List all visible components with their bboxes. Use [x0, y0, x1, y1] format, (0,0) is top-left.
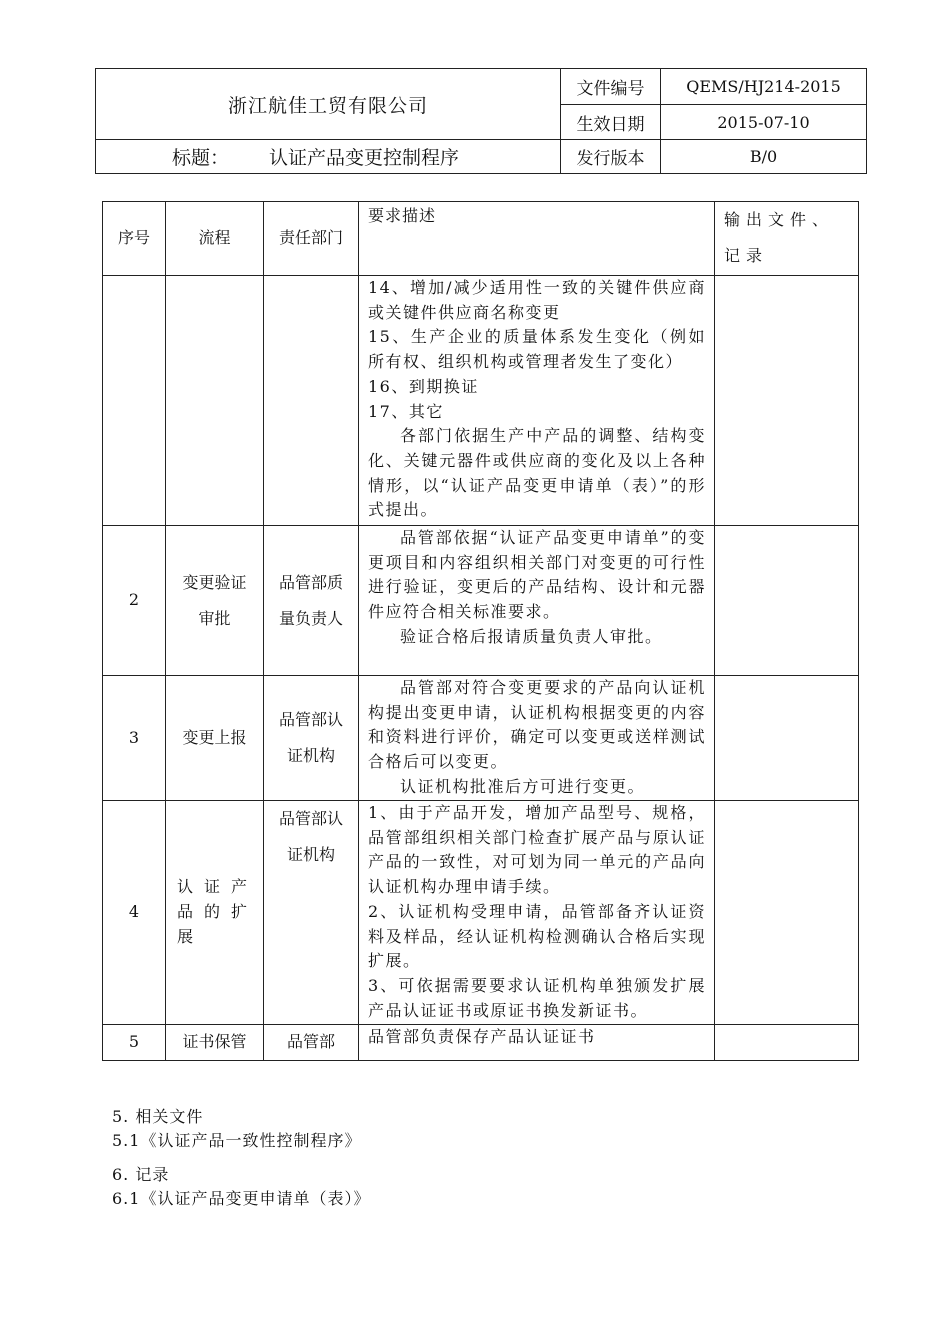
- col-header-desc: 要求描述: [359, 202, 715, 276]
- row-no: 2: [103, 526, 166, 676]
- col-header-output: 输出文件、记录: [715, 202, 859, 276]
- desc-line: 15、生产企业的质量体系发生变化（例如所有权、组织机构或管理者发生了变化）: [368, 327, 706, 372]
- table-row: [103, 801, 859, 1025]
- effective-date-label: 生效日期: [561, 105, 661, 140]
- desc-line: 17、其它: [368, 401, 444, 421]
- version-value: B/0: [661, 140, 867, 174]
- title-label: 标题：: [172, 147, 230, 169]
- row-dept: [264, 276, 359, 526]
- desc-line: 品管部对符合变更要求的产品向认证机构提出变更申请，认证机构根据变更的内容和资料进行评价，确定可以变更或送样测试合格后可以变更。: [368, 678, 706, 772]
- row-no: [103, 276, 166, 526]
- row-dept: 品管部: [264, 1025, 359, 1061]
- row-no: 3: [103, 676, 166, 801]
- desc-line: 1、由于产品开发，增加产品型号、规格，品管部组织相关部门检查扩展产品与原认证产品的一致性，对可划为同一单元的产品向认证机构办理申请手续。: [368, 803, 706, 897]
- desc-line: 品管部负责保存产品认证证书: [368, 1027, 596, 1046]
- row-desc: [359, 276, 715, 526]
- row-no: 4: [103, 801, 166, 1025]
- doc-no-label: 文件编号: [561, 69, 661, 105]
- row-dept: 品管部质量负责人: [264, 526, 359, 676]
- row-dept: 品管部认证机构: [264, 676, 359, 801]
- effective-date-value: 2015-07-10: [661, 105, 867, 140]
- row-desc: [359, 676, 715, 801]
- document-title: 认证产品变更控制程序: [269, 147, 460, 169]
- row-desc: [359, 526, 715, 676]
- desc-line: 3、可依据需要要求认证机构单独颁发扩展产品认证证书或原证书换发新证书。: [368, 975, 706, 1020]
- company-name: 浙江航佳工贸有限公司: [96, 69, 561, 140]
- row-output: [715, 676, 859, 801]
- desc-line: 2、认证机构受理申请，品管部备齐认证资料及样品，经认证机构检测确认合格后实现扩展。: [368, 901, 706, 971]
- version-label: 发行版本: [561, 140, 661, 174]
- table-row: [103, 526, 859, 676]
- related-docs-heading: 5. 相关文件: [112, 1107, 204, 1126]
- desc-line: 验证合格后报请质量负责人审批。: [400, 626, 663, 646]
- col-header-no: 序号: [103, 202, 166, 276]
- row-no: 5: [103, 1025, 166, 1061]
- document-header: [95, 68, 867, 174]
- row-desc: [359, 1025, 715, 1061]
- row-desc: [359, 801, 715, 1025]
- records-heading: 6. 记录: [112, 1165, 170, 1184]
- row-output: [715, 801, 859, 1025]
- row-output: [715, 526, 859, 676]
- doc-no-value: QEMS/HJ214-2015: [661, 69, 867, 105]
- row-flow: 证书保管: [166, 1025, 264, 1061]
- table-header-row: [103, 202, 859, 276]
- desc-line: 14、增加/减少适用性一致的关键件供应商或关键件供应商名称变更: [368, 278, 706, 322]
- desc-line: 认证机构批准后方可进行变更。: [400, 776, 646, 796]
- row-flow: 变更验证审批: [166, 526, 264, 676]
- procedure-table: [102, 201, 859, 1061]
- col-header-dept: 责任部门: [264, 202, 359, 276]
- title-cell: [96, 140, 561, 174]
- table-row: [103, 1025, 859, 1061]
- row-flow: 变更上报: [166, 676, 264, 801]
- records-item: 6.1《认证产品变更申请单（表）》: [112, 1189, 371, 1208]
- table-row: [103, 676, 859, 801]
- row-flow: 认证产品的扩展: [166, 801, 264, 1025]
- row-output: [715, 276, 859, 526]
- row-output: [715, 1025, 859, 1061]
- row-flow: [166, 276, 264, 526]
- desc-line: 品管部依据“认证产品变更申请单”的变更项目和内容组织相关部门对变更的可行性进行验证，变更后的产品结构、设计和元器件应符合相关标准要求。: [368, 528, 706, 622]
- desc-line: 各部门依据生产中产品的调整、结构变化、关键元器件或供应商的变化及以上各种情形，以“认证产品变更申请单（表）”的形式提出。: [368, 426, 706, 520]
- row-dept: 品管部认证机构: [264, 801, 359, 1025]
- table-row: [103, 276, 859, 526]
- desc-line: 16、到期换证: [368, 376, 479, 396]
- col-header-flow: 流程: [166, 202, 264, 276]
- related-docs-item: 5.1《认证产品一致性控制程序》: [112, 1131, 362, 1150]
